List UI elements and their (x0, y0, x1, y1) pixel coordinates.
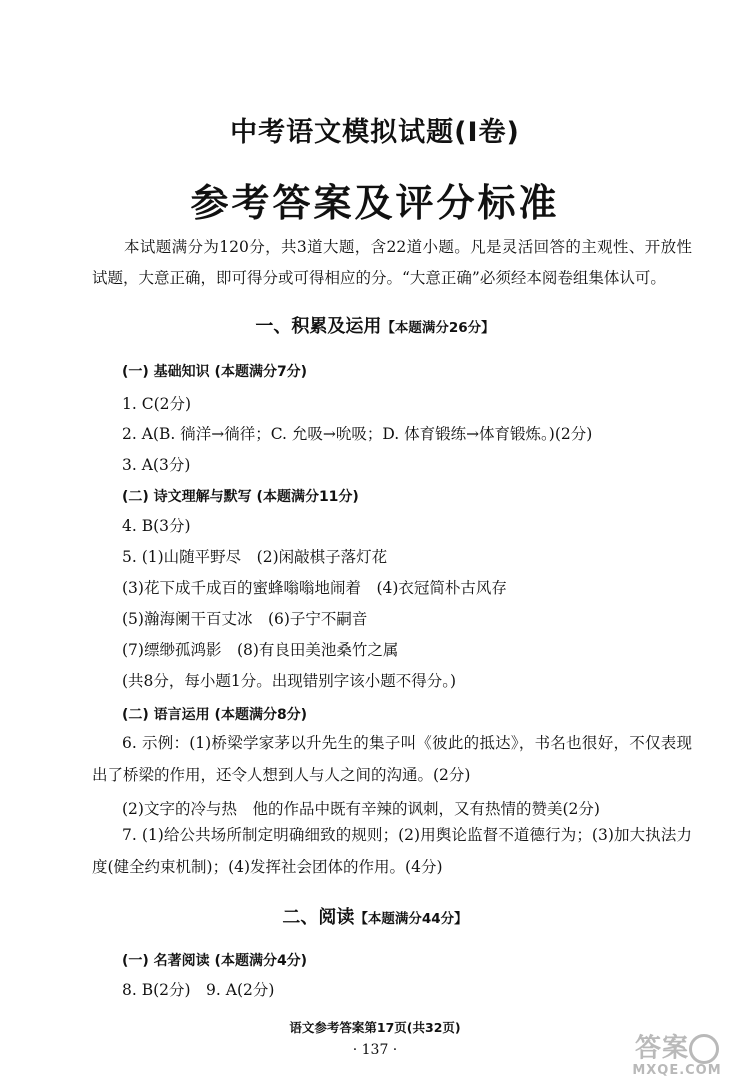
section-title-1: 一、积累及运用 (255, 316, 382, 337)
watermark-logo (612, 1034, 742, 1086)
answer-2: 2. A(B. 徜洋→徜徉；C. 允吸→吮吸；D. 体育锻练→体育锻炼。)(2分) (122, 425, 593, 443)
section-note-2: 【本题满分44分】 (354, 911, 468, 927)
section-heading-1 (0, 312, 750, 338)
answer-8-9: 8. B(2分) 9. A(2分) (122, 981, 275, 999)
footer-page-label: 语文参考答案第17页(共32页) (289, 1020, 461, 1035)
answer-5-line-2: (3)花下成千成百的蜜蜂嗡嗡地闹着 (4)衣冠简朴古风存 (122, 579, 507, 597)
watermark-circle-icon (689, 1034, 719, 1064)
answer-title: 参考答案及评分标准 (190, 181, 560, 225)
subsection-language-use: (二) 语言运用 (本题满分8分) (122, 707, 308, 723)
answer-4: 4. B(3分) (122, 517, 191, 535)
subsection-poetry: (二) 诗文理解与默写 (本题满分11分) (122, 489, 359, 505)
section-heading-2 (0, 903, 750, 929)
section-note-1: 【本题满分26分】 (381, 320, 495, 336)
page-number: · 137 · (352, 1042, 398, 1058)
answer-6-part-2: (2)文字的冷与热 他的作品中既有辛辣的讽刺，又有热情的赞美(2分) (122, 800, 600, 818)
watermark-text-top: 答案 (634, 1033, 689, 1064)
watermark-text-bottom: MXQE.COM (632, 1063, 722, 1078)
answer-5-line-1: 5. (1)山随平野尽 (2)闲敲棋子落灯花 (122, 548, 388, 566)
subsection-basic-knowledge: (一) 基础知识 (本题满分7分) (122, 364, 308, 380)
answer-1: 1. C(2分) (122, 395, 192, 413)
intro-paragraph: 本试题满分为120分，共3道大题，含22道小题。凡是灵活回答的主观性、开放性试题，大意正确，即可得分或可得相应的分。“大意正确”必须经本阅卷组集体认可。 (92, 238, 692, 287)
answer-6-part-1: 6. 示例：(1)桥梁学家茅以升先生的集子叫《彼此的抵达》，书名也很好，不仅表现出了桥梁的作用，还令人想到人与人之间的沟通。(2分) (92, 734, 692, 784)
answer-7: 7. (1)给公共场所制定明确细致的规则；(2)用舆论监督不道德行为；(3)加大执法力度(健全约束机制)；(4)发挥社会团体的作用。(4分) (92, 826, 692, 876)
answer-5-line-3: (5)瀚海阑干百丈冰 (6)子宁不嗣音 (122, 610, 368, 628)
answer-5-line-4: (7)缥缈孤鸿影 (8)有良田美池桑竹之属 (122, 641, 399, 659)
answer-3: 3. A(3分) (122, 456, 191, 474)
exam-title: 中考语文模拟试题(Ⅰ卷) (230, 117, 520, 148)
subsection-classics-reading: (一) 名著阅读 (本题满分4分) (122, 953, 308, 969)
section-title-2: 二、阅读 (282, 907, 355, 928)
answer-5-note: (共8分，每小题1分。出现错别字该小题不得分。) (122, 672, 457, 690)
